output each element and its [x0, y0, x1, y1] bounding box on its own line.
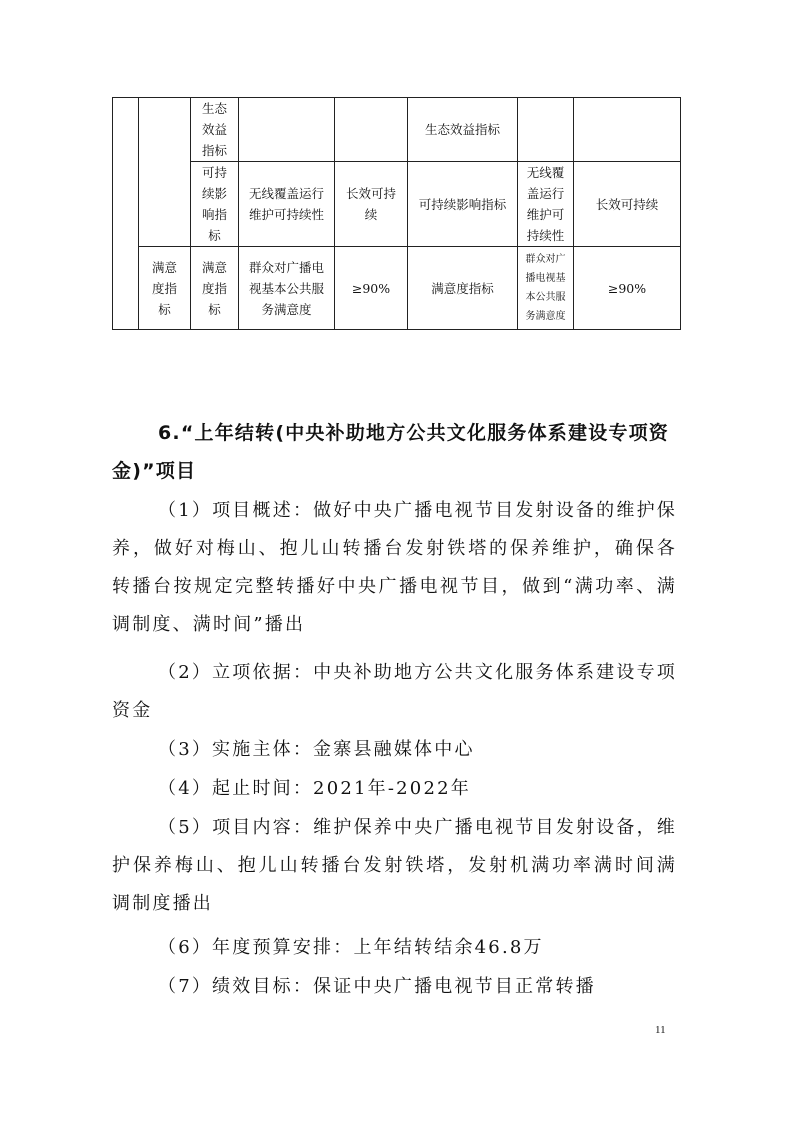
table-cell: 可持续影响指标: [408, 162, 518, 247]
table-cell: 满意 度指 标: [139, 247, 191, 330]
table-row: [113, 247, 681, 330]
table-cell: [113, 98, 139, 330]
paragraph-basis: （2）立项依据：中央补助地方公共文化服务体系建设专项资金: [112, 662, 677, 721]
table-cell: ≥90%: [574, 247, 681, 330]
table-row: [113, 98, 681, 162]
table-cell: ≥90%: [335, 247, 408, 330]
performance-indicator-table: [112, 97, 681, 330]
paragraph-target: （7）绩效目标：保证中央广播电视节目正常转播: [158, 976, 596, 997]
table-cell: [239, 98, 335, 162]
table-cell: 长效可持 续: [335, 162, 408, 247]
page-number: 11: [655, 1024, 666, 1036]
table-cell: 群众对广 播电视基 本公共服 务满意度: [518, 247, 574, 330]
table-cell: [139, 98, 191, 247]
section-heading: 6.“上年结转(中央补助地方公共文化服务体系建设专项资金)”项目: [112, 422, 670, 482]
table-cell: [574, 98, 681, 162]
paragraph-overview: （1）项目概述：做好中央广播电视节目发射设备的维护保养，做好对梅山、抱儿山转播台发射铁塔的保养维护，确保各转播台按规定完整转播好中央广播电视节目，做到“满功率、满调制度、满时间”播出: [112, 500, 677, 635]
table-cell: 满意 度指 标: [191, 247, 239, 330]
table-cell: 群众对广播电 视基本公共服 务满意度: [239, 247, 335, 330]
table-cell: 无线覆 盖运行 维护可 持续性: [518, 162, 574, 247]
table-cell: 可持 续影 响指 标: [191, 162, 239, 247]
paragraph-period: （4）起止时间：2021年-2022年: [158, 778, 471, 799]
table-cell: 生态效益指标: [408, 98, 518, 162]
table-cell: [335, 98, 408, 162]
table-cell: [518, 98, 574, 162]
paragraph-content: （5）项目内容：维护保养中央广播电视节目发射设备，维护保养梅山、抱儿山转播台发射铁塔，发射机满功率满时间满调制度播出: [112, 817, 677, 914]
table-cell: 无线覆盖运行 维护可持续性: [239, 162, 335, 247]
paragraph-implementer: （3）实施主体：金寨县融媒体中心: [158, 739, 475, 760]
table-cell: 满意度指标: [408, 247, 518, 330]
paragraph-budget: （6）年度预算安排：上年结转结余46.8万: [158, 937, 544, 958]
table-cell: 生态 效益 指标: [191, 98, 239, 162]
table-cell: 长效可持续: [574, 162, 681, 247]
table-row: [113, 162, 681, 247]
